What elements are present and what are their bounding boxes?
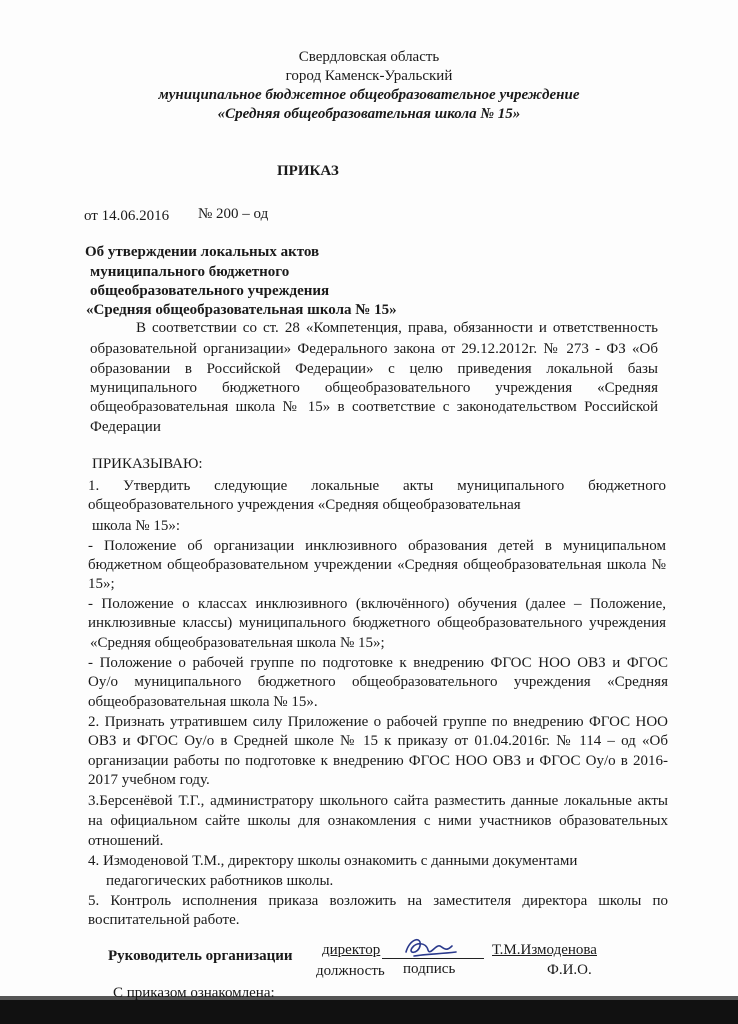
bullet1-line-1: - Положение об организации инклюзивного образования детей в муниципальном: [88, 538, 666, 554]
bullet2-line-1: - Положение о классах инклюзивного (включённого) обучения (далее – Положение,: [88, 596, 666, 612]
order-directive: ПРИКАЗЫВАЮ:: [92, 456, 203, 472]
header-city: город Каменск-Уральский: [285, 68, 453, 84]
item4-line-1: 4. Измоденовой Т.М., директору школы ознакомить с данными документами: [88, 853, 578, 869]
item3-line-3: отношений.: [88, 833, 164, 849]
item3-line-2: на официальном сайте школы для ознакомления с ними участников образовательных: [88, 813, 668, 829]
subject-line-4: «Средняя общеобразовательная школа № 15»: [86, 302, 397, 318]
item2-line-1: 2. Признать утратившем силу Приложение о рабочей группе по внедрению ФГОС НОО: [88, 714, 668, 730]
subject-line-2: муниципального бюджетного: [90, 264, 290, 280]
signature-name: Т.М.Измоденова: [492, 942, 597, 958]
caption-name: Ф.И.О.: [547, 962, 592, 978]
caption-sign: подпись: [403, 961, 456, 977]
scan-edge: [0, 1000, 738, 1024]
item2-line-2: ОВЗ и ФГОС Оу/о в Средней школе № 15 к приказу от 01.04.2016г. № 114 – од «Об: [88, 733, 668, 749]
order-number: № 200 – од: [198, 206, 269, 222]
item2-line-3: организации работы по подготовке к внедрению ФГОС НОО ОВЗ и ФГОС Оу/о в 2016-: [88, 753, 668, 769]
header-org-type: муниципальное бюджетное общеобразовательное учреждение: [158, 87, 580, 103]
item1-line-2: общеобразовательного учреждения «Средняя общеобразовательная: [88, 497, 521, 513]
handwritten-signature: [400, 932, 460, 962]
preamble-line-1: В соответствии со ст. 28 «Компетенция, права, обязанности и ответственность: [136, 320, 658, 336]
preamble-line-2: образовательной организации» Федерального закона от 29.12.2012г. № 273 - ФЗ «Об: [90, 341, 658, 357]
signature-position: директор: [322, 942, 381, 958]
item1-line-1: 1. Утвердить следующие локальные акты муниципального бюджетного: [88, 478, 666, 494]
item5-line-2: воспитательной работе.: [88, 912, 240, 928]
preamble-line-3: образовании в Российской Федерации» с целю приведения локальной базы: [90, 361, 658, 377]
bullet1-line-3: 15»;: [88, 576, 115, 592]
preamble-line-6: Федерации: [90, 419, 161, 435]
item5-line-1: 5. Контроль исполнения приказа возложить на заместителя директора школы по: [88, 893, 668, 909]
bullet3-line-2: Оу/о муниципального бюджетного общеобразовательного учреждения «Средняя: [88, 674, 668, 690]
bullet2-line-2: инклюзивные классы) муниципального бюджетного общеобразовательного учреждения: [88, 615, 666, 631]
header-org-name: «Средняя общеобразовательная школа № 15»: [217, 106, 521, 122]
item2-line-4: 2017 учебном году.: [88, 772, 210, 788]
header-region: Свердловская область: [298, 49, 440, 65]
item4-line-2: педагогических работников школы.: [106, 873, 334, 889]
bullet2-line-3: «Средняя общеобразовательная школа № 15»;: [90, 635, 385, 651]
preamble-line-5: общеобразовательная школа № 15» в соответствие с законодательством Российской: [90, 399, 658, 415]
bullet3-line-1: - Положение о рабочей группе по подготовке к внедрению ФГОС НОО ОВЗ и ФГОС: [88, 655, 668, 671]
order-date: от 14.06.2016: [84, 208, 170, 224]
subject-line-1: Об утверждении локальных актов: [85, 244, 320, 260]
bullet3-line-3: общеобразовательная школа № 15».: [88, 694, 318, 710]
subject-line-3: общеобразовательного учреждения: [90, 283, 330, 299]
bullet1-line-2: бюджетном общеобразовательном учреждении «Средняя общеобразовательная школа №: [88, 557, 666, 573]
item1-line-3: школа № 15»:: [92, 518, 181, 534]
preamble-line-4: муниципального бюджетного общеобразовательного учреждения «Средняя: [90, 380, 658, 396]
caption-position: должность: [316, 963, 385, 979]
acquainted-line: С приказом ознакомлена:: [113, 985, 275, 1001]
signature-label: Руководитель организации: [108, 948, 293, 964]
document-title: ПРИКАЗ: [277, 163, 339, 179]
item3-line-1: 3.Берсенёвой Т.Г., администратору школьного сайта разместить данные локальные акты: [88, 793, 668, 809]
